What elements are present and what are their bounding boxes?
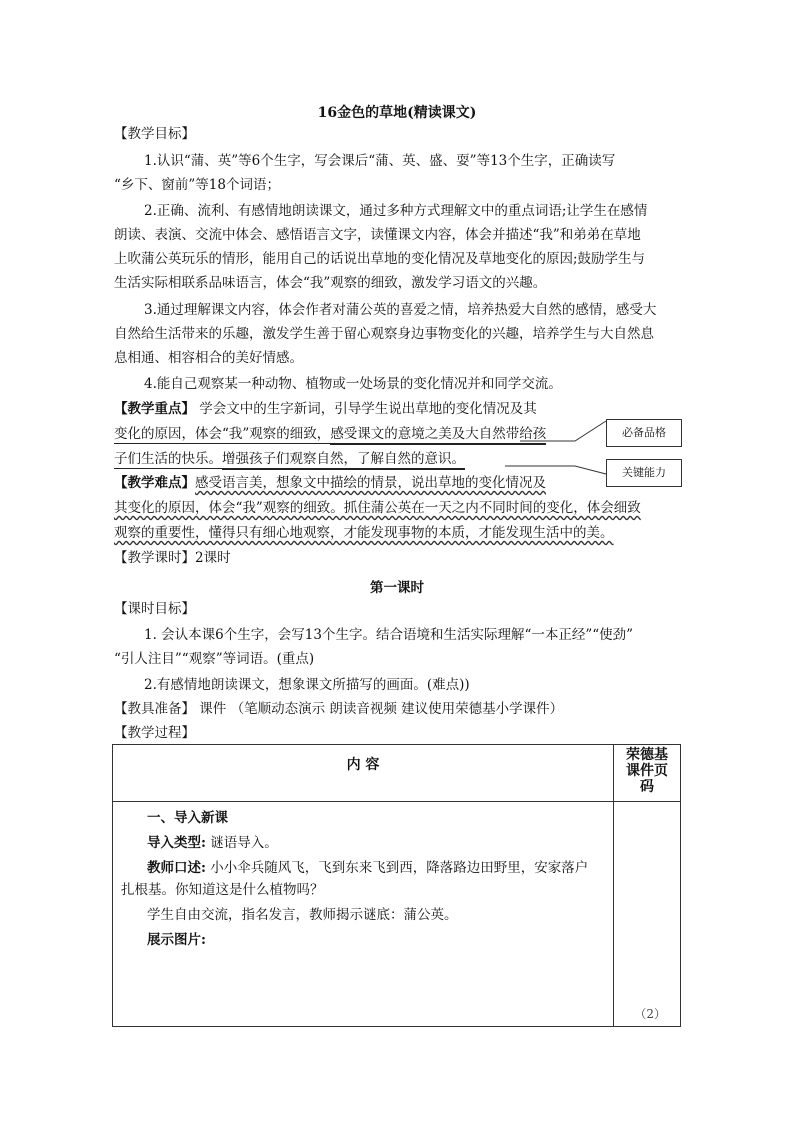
teacher-narration-line-1 [147,860,613,876]
objective-2-line-1: 2.正确、流利、有感情地朗读课文，通过多种方式理解文中的重点词语;让学生在感情 [144,203,648,219]
header-content-cell [113,745,614,802]
difficulties-text-2: 其变化的原因，体会“我”观察的细致。抓住蒲公英在一天之内不同时间的变化，体会细致 [114,500,641,516]
objective-3-line-2: 自然给生活带来的乐趣，激发学生善于留心观察身边事物变化的兴趣，培养学生与大自然息 [114,326,654,342]
difficulties-text-3: 观察的重要性，懂得只有细心地观察，才能发现事物的本质，才能发现生活中的美。 [114,525,614,541]
objective-2-line-4: 生活实际相联系品味语言，体会“我”观察的细致，激发学习语文的兴趣。 [114,275,547,291]
objective-3-line-3: 息相通、相容相合的美好情感。 [114,350,303,366]
objective-3-line-1: 3.通过理解课文内容，体会作者对蒲公英的喜爱之情，培养热爱大自然的感情，感受大 [144,302,657,318]
header-side-line-2: 课件页 [626,763,668,779]
key-points-text-2a: 变化的原因，体会“我”观察的细致， [114,426,331,442]
objectives-heading: 【教学目标】 [114,126,195,142]
difficulties-line-2 [114,500,641,516]
intro-type-line [147,835,613,851]
show-pictures-label: 展示图片: [147,932,206,948]
body-content-cell [113,802,614,1027]
tag-essential-character: 必备品格 [606,419,682,447]
process-heading: 【教学过程】 [114,725,195,741]
tag-key-ability: 关键能力 [606,459,682,487]
courseware-page-code: （2） [634,1007,666,1021]
lesson-objective-1-line-1: 1. 会认本课6个生字，会写13个生字。结合语境和生活实际理解“一本正经”“使劲” [144,627,634,643]
difficulties-label: 【教学难点】 [114,475,195,491]
key-points-text-3b: 增强孩子们观察自然，了解自然的意识。 [222,451,465,470]
teacher-narration-label: 教师口述: [147,860,206,876]
header-side-cell [614,745,681,802]
objective-4-line-1: 4.能自己观察某一种动物、植物或一处场景的变化情况并和同学交流。 [144,376,562,392]
objective-2-line-2: 朗读、表演、交流中体会、感悟语言文字，读懂课文内容，体会并描述“我”和弟弟在草地 [114,227,641,243]
lesson-objectives-heading: 【课时目标】 [114,601,195,617]
teacher-narration-line-2: 扎根基。你知道这是什么植物吗？ [121,882,324,898]
intro-type-label: 导入类型: [147,835,206,851]
student-exchange-line: 学生自由交流，指名发言，教师揭示谜底：蒲公英。 [147,907,458,923]
table-body-row [113,802,681,1027]
intro-type-value: 谜语导入。 [205,835,278,851]
document-title: 16金色的草地(精读课文) [317,105,477,121]
table-header-row [113,745,681,802]
teacher-narration-text-1: 小小伞兵随风飞，飞到东来飞到西，降落路边田野里，安家落户 [205,860,589,876]
key-points-text-2b: 感受课文的意境之美及大自然带给孩 [330,426,546,445]
header-side-line-3: 码 [640,779,654,795]
section-intro-title: 一、导入新课 [147,810,228,826]
difficulties-line-1 [114,475,546,491]
header-content-label: 内 容 [346,757,380,773]
objective-2-line-3: 上吹蒲公英玩乐的情形，能用自己的话说出草地的变化情况及草地变化的原因;鼓励学生与 [114,251,646,267]
difficulties-line-3 [114,525,614,541]
process-table [112,744,681,1027]
lesson-title: 第一课时 [370,580,424,596]
lesson-objective-2: 2.有感情地朗读课文，想象课文所描写的画面。(难点)) [144,677,470,693]
key-points-text-3a: 子们生活的快乐。 [114,451,222,467]
key-points-text-1: 学会文中的生字新词，引导学生说出草地的变化情况及其 [195,401,537,417]
objective-1-line-2: “乡下、窗前”等18个词语； [114,177,280,193]
lesson-objective-1-line-2: “引人注目”“观察”等词语。(重点) [114,651,315,667]
body-side-cell [614,802,681,1027]
teaching-hours: 【教学课时】2课时 [114,550,231,566]
key-points-label: 【教学重点】 [114,401,195,417]
materials-line: 【教具准备】 课件 （笔顺动态演示 朗读音视频 建议使用荣德基小学课件） [114,701,564,717]
difficulties-text-1: 感受语言美，想象文中描绘的情景，说出草地的变化情况及 [195,475,546,491]
objective-1-line-1: 1.认识“蒲、英”等6个生字，写会课后“蒲、英、盛、耍”等13个生字，正确读写 [144,153,616,169]
header-side-line-1: 荣德基 [626,747,668,763]
